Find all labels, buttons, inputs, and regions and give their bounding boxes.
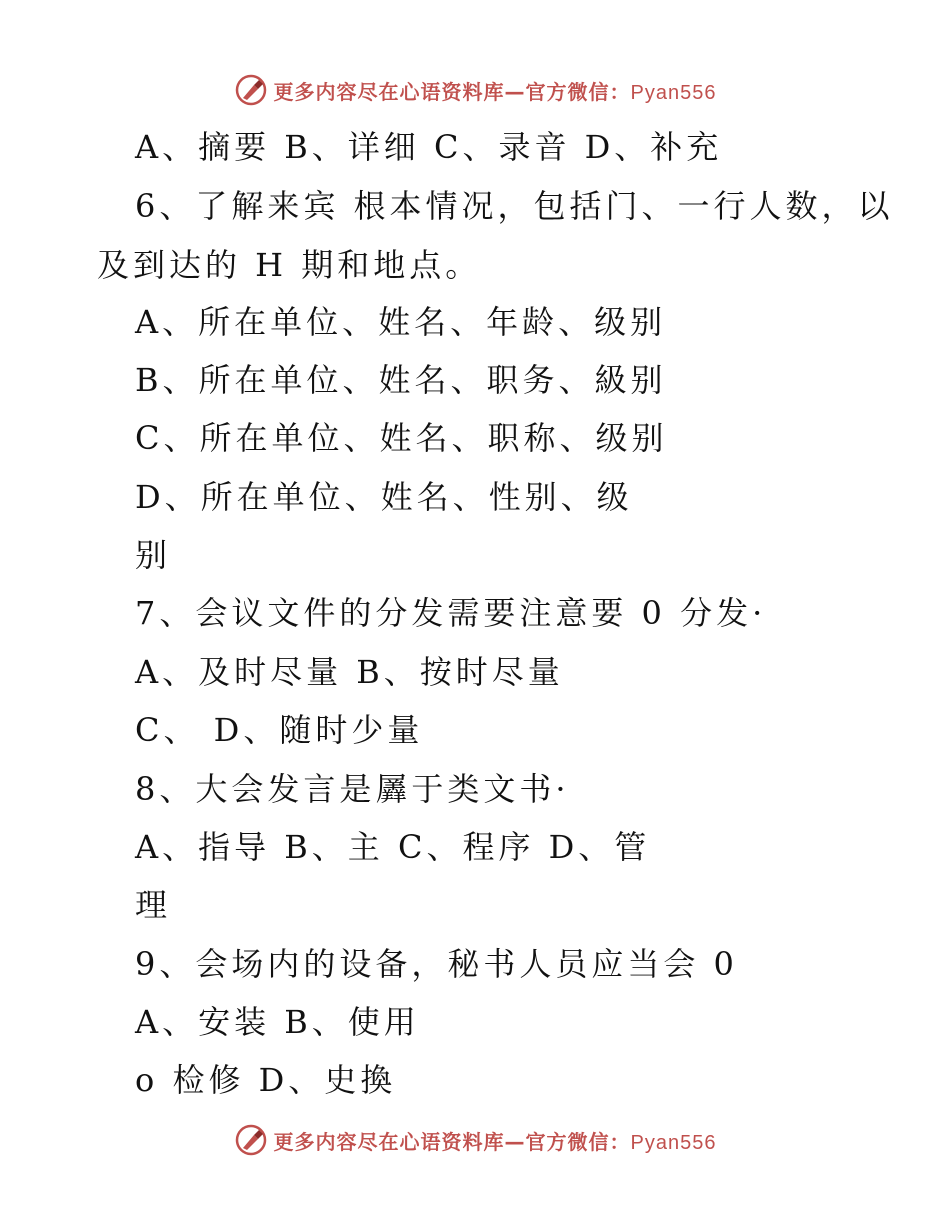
option-line: A、所在单位、姓名、年龄、级别 (135, 303, 667, 341)
question-8: 8、大会发言是羼于类文书· (135, 770, 570, 808)
question-9: 9、会场内的设备，秘书人员应当会 0 (135, 945, 738, 983)
question-7: 7、会议文件的分发需要注意要 0 分发· (135, 594, 767, 632)
watermark-brand: Pyan556 (630, 1131, 717, 1154)
option-line: A、及时尽量 B、按时尽量 (135, 653, 564, 691)
pen-logo-icon (234, 73, 268, 107)
watermark-footer (0, 1120, 950, 1160)
text-line: 理 (135, 886, 172, 924)
option-line: D、所在单位、姓名、性别、级 (135, 478, 633, 516)
pen-logo-icon (234, 1123, 268, 1157)
option-line: B、所在单位、姓名、职务、級别 (135, 361, 667, 399)
text-line: 及到达的 H 期和地点。 (97, 246, 482, 284)
watermark-text: 更多内容尽在心语资料库—官方微信：Pyan556 (273, 79, 717, 104)
text-line: 别 (135, 536, 172, 574)
watermark-header (0, 70, 950, 110)
question-6: 6、了解来宾 根本情况，包括门、一行人数，以 (135, 187, 894, 225)
watermark-text: 更多内容尽在心语资料库—官方微信：Pyan556 (273, 1129, 717, 1154)
option-line: C、所在单位、姓名、职称、级别 (135, 419, 668, 457)
option-line: A、安装 B、使用 (135, 1003, 420, 1041)
watermark-brand: Pyan556 (630, 81, 717, 104)
option-line: C、 D、随时少量 (135, 711, 424, 749)
option-line: o 检修 D、史換 (135, 1061, 397, 1099)
text-line: A、摘要 B、详细 C、录音 D、补充 (135, 128, 723, 166)
option-line: A、指导 B、主 C、程序 D、管 (135, 828, 651, 866)
